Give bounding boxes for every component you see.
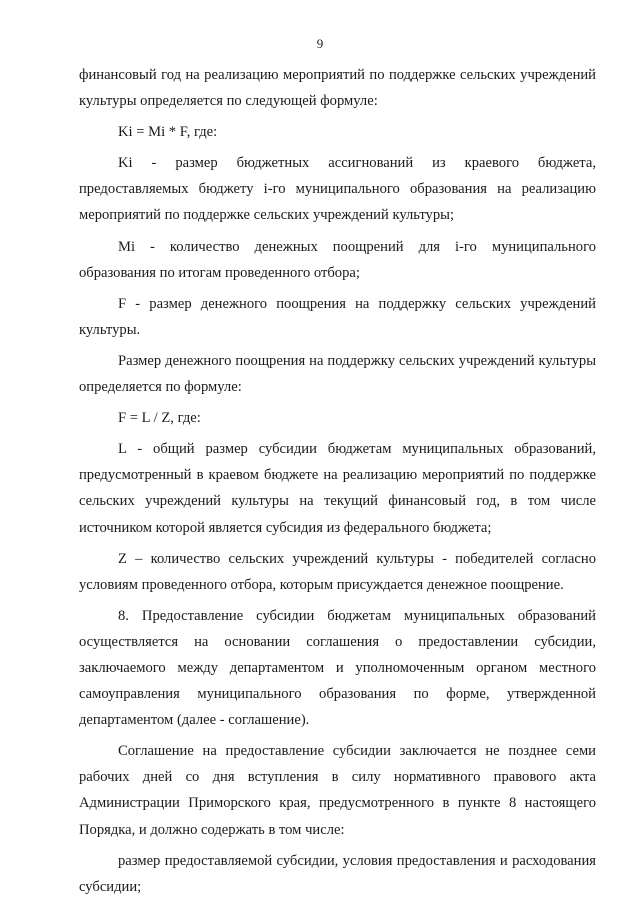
formula-f: F = L / Z, где: (118, 410, 201, 427)
paragraph: Соглашение на предоставление субсидии заключается не позднее семи рабочих дней со дня вступления в силу нормативного правового акта Администрации Приморского края, предусмотренного в пункте 8 настоящего Порядка, и должно содержать в том числе: (79, 743, 596, 838)
paragraph: F - размер денежного поощрения на поддержку сельских учреждений культуры. (79, 295, 596, 338)
formula-ki: Ki = Mi * F, где: (118, 124, 218, 141)
paragraph: Размер денежного поощрения на поддержку сельских учреждений культуры определяется по формуле: (79, 352, 596, 396)
paragraph: Ki - размер бюджетных ассигнований из краевого бюджета, предоставляемых бюджету i-го муниципального образования на реализацию мероприятий по поддержке сельских учреждений культуры; (79, 155, 596, 224)
paragraph: 8. Предоставление субсидии бюджетам муниципальных образований осуществляется на основании соглашения о предоставлении субсидии, заключаемого между департаментом и уполномоченным органом местного самоуправления муниципального образования по форме, утвержденной департаментом (далее - соглашение). (79, 607, 596, 729)
document-body (79, 62, 596, 900)
paragraph: L - общий размер субсидии бюджетам муниципальных образований, предусмотренный в краевом бюджете на реализацию мероприятий по поддержке сельских учреждений культуры на текущий финансовый год, в том числе источником которой является субсидия из федерального бюджета; (79, 441, 596, 536)
paragraph: размер предоставляемой субсидии, условия предоставления и расходования субсидии; (79, 852, 596, 895)
paragraph: Mi - количество денежных поощрений для i-го муниципального образования по итогам проведенного отбора; (79, 238, 596, 281)
paragraph: Z – количество сельских учреждений культуры - победителей согласно условиям проведенного отбора, которым присуждается денежное поощрение. (79, 550, 596, 593)
paragraph: финансовый год на реализацию мероприятий по поддержке сельских учреждений культуры определяется по следующей формуле: (79, 67, 596, 110)
page-number: 9 (316, 36, 324, 51)
